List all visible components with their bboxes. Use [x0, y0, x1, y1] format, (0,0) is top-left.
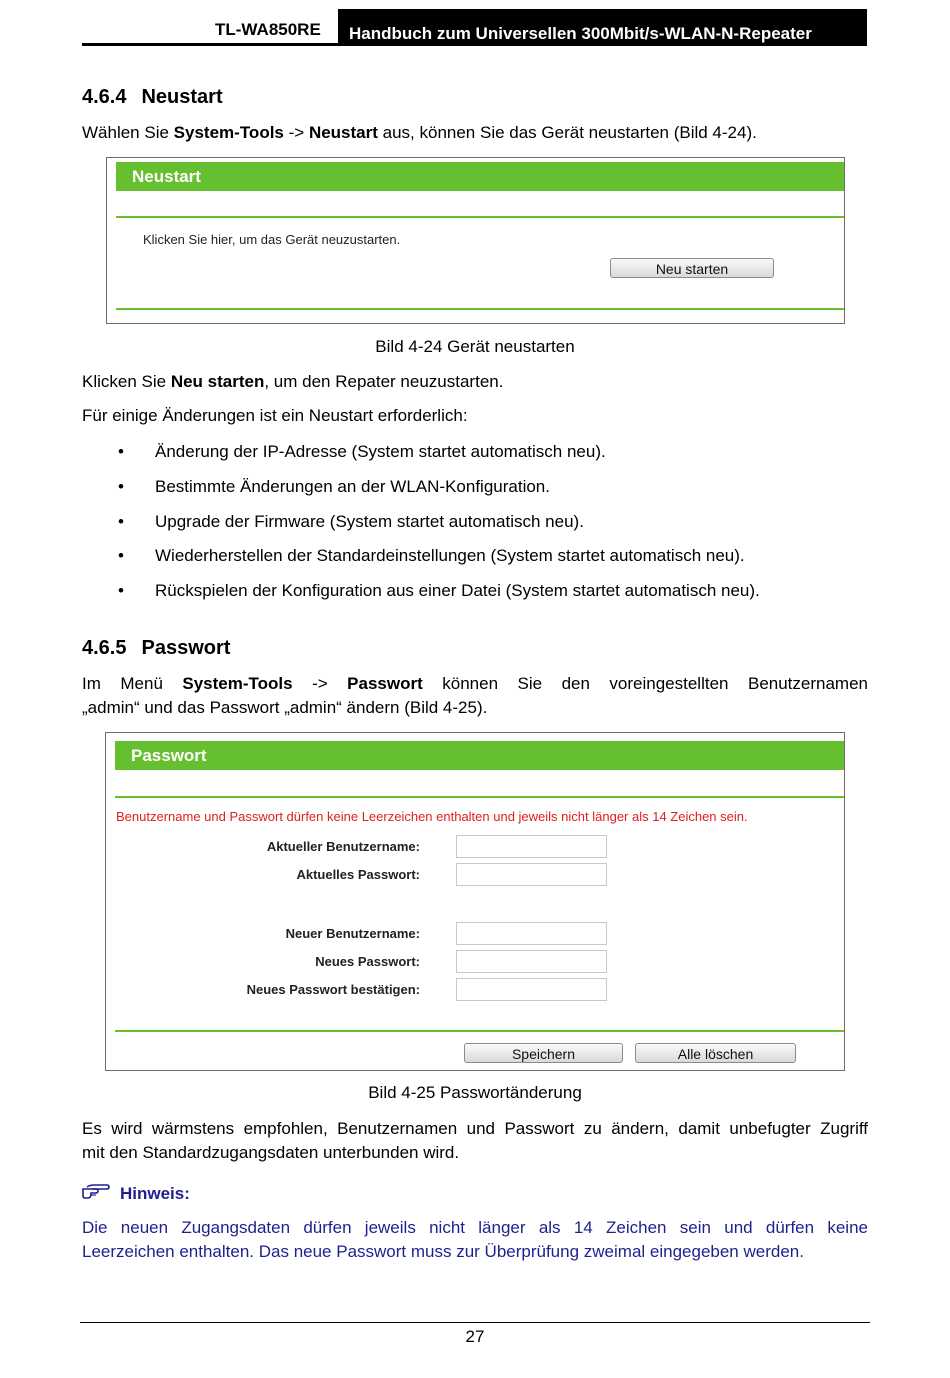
reboot-button[interactable]: Neu starten [610, 258, 774, 278]
list-item [118, 475, 550, 499]
password-title-bar: Passwort [115, 741, 844, 770]
bullet: • [118, 442, 124, 461]
list-item-text: Änderung der IP-Adresse (System startet automatisch neu). [155, 442, 606, 461]
new-username-input[interactable] [456, 922, 607, 945]
password-screenshot [105, 732, 845, 1071]
hint-text-line2: Leerzeichen enthalten. Das neue Passwort muss zur Überprüfung zweimal eingegeben werden. [82, 1242, 804, 1261]
list-item [118, 579, 760, 603]
click-instruction [82, 370, 503, 394]
current-username-input[interactable] [456, 835, 607, 858]
bullet: • [118, 512, 124, 531]
section-number: 4.6.5 [82, 637, 127, 659]
list-item-text: Upgrade der Firmware (System startet automatisch neu). [155, 512, 584, 531]
pointing-hand-icon [82, 1182, 110, 1207]
intro-submenu: Passwort [347, 674, 423, 693]
header-manual-title: Handbuch zum Universellen 300Mbit/s-WLAN-N-Repeater [338, 9, 867, 46]
reboot-required-intro: Für einige Änderungen ist ein Neustart erforderlich: [82, 406, 468, 425]
current-username-label: Aktueller Benutzername: [266, 839, 420, 854]
new-password-label: Neues Passwort: [315, 954, 420, 969]
password-warning: Benutzername und Passwort dürfen keine Leerzeichen enthalten und jeweils nicht länger als 14 Zeichen sein. [116, 809, 748, 824]
passwort-intro-line2: „admin“ und das Passwort „admin“ ändern (Bild 4-25). [82, 698, 488, 717]
click-text: Klicken Sie [82, 372, 171, 391]
intro-arrow: -> [283, 123, 309, 142]
current-password-input[interactable] [456, 863, 607, 886]
confirm-password-input[interactable] [456, 978, 607, 1001]
list-item [118, 510, 584, 534]
section-number: 4.6.4 [82, 86, 127, 108]
save-button[interactable]: Speichern [464, 1043, 623, 1063]
reboot-instruction: Klicken Sie hier, um das Gerät neuzustarten. [143, 232, 401, 247]
list-item [118, 544, 745, 568]
intro-menu: System-Tools [173, 123, 284, 142]
bullet: • [118, 477, 124, 496]
header-rule [82, 43, 338, 46]
clear-all-button[interactable]: Alle löschen [635, 1043, 796, 1063]
recommendation-line1: Es wird wärmstens empfohlen, Benutzernamen und Passwort zu ändern, damit unbefugter Zugriff [82, 1119, 868, 1138]
intro-text-end: aus, können Sie das Gerät neustarten (Bild 4-24). [377, 123, 757, 142]
list-item-text: Wiederherstellen der Standardeinstellungen (System startet automatisch neu). [155, 546, 745, 565]
password-divider-bottom [115, 1030, 844, 1032]
neustart-intro [82, 121, 757, 145]
recommendation-line2: mit den Standardzugangsdaten unterbunden wird. [82, 1143, 460, 1162]
figure-caption-4-24: Bild 4-24 Gerät neustarten [375, 337, 575, 356]
intro-text-end: können Sie den voreingestellten Benutzernamen [422, 674, 868, 693]
current-password-label: Aktuelles Passwort: [296, 867, 420, 882]
reboot-divider-top [116, 216, 844, 218]
list-item [118, 440, 606, 464]
password-divider-top [115, 796, 844, 798]
hint-title: Hinweis: [120, 1184, 190, 1203]
page-number: 27 [465, 1327, 485, 1346]
intro-submenu: Neustart [308, 123, 378, 142]
new-username-label: Neuer Benutzername: [285, 926, 420, 941]
section-heading-neustart [82, 86, 223, 109]
reboot-title-bar: Neustart [116, 162, 844, 191]
click-text-end: , um den Repater neuzustarten. [264, 372, 504, 391]
reboot-screenshot [106, 157, 845, 324]
hint-heading [82, 1182, 190, 1207]
hint-text-line1: Die neuen Zugangsdaten dürfen jeweils nicht länger als 14 Zeichen sein und dürfen keine [82, 1218, 868, 1237]
confirm-password-label: Neues Passwort bestätigen: [246, 982, 420, 997]
section-title: Passwort [141, 637, 231, 659]
intro-text: Im Menü [82, 674, 183, 693]
bullet: • [118, 581, 124, 600]
passwort-intro-line1 [82, 672, 868, 696]
reboot-divider-bottom [116, 308, 844, 310]
section-title: Neustart [141, 86, 223, 108]
intro-menu: System-Tools [182, 674, 293, 693]
list-item-text: Rückspielen der Konfiguration aus einer Datei (System startet automatisch neu). [155, 581, 760, 600]
footer-rule [80, 1322, 870, 1323]
intro-arrow: -> [292, 674, 348, 693]
header-model: TL-WA850RE [215, 20, 321, 39]
section-heading-passwort [82, 637, 230, 660]
list-item-text: Bestimmte Änderungen an der WLAN-Konfiguration. [155, 477, 550, 496]
click-button-name: Neu starten [170, 372, 265, 391]
intro-text: Wählen Sie [82, 123, 174, 142]
bullet: • [118, 546, 124, 565]
new-password-input[interactable] [456, 950, 607, 973]
figure-caption-4-25: Bild 4-25 Passwortänderung [368, 1083, 582, 1102]
